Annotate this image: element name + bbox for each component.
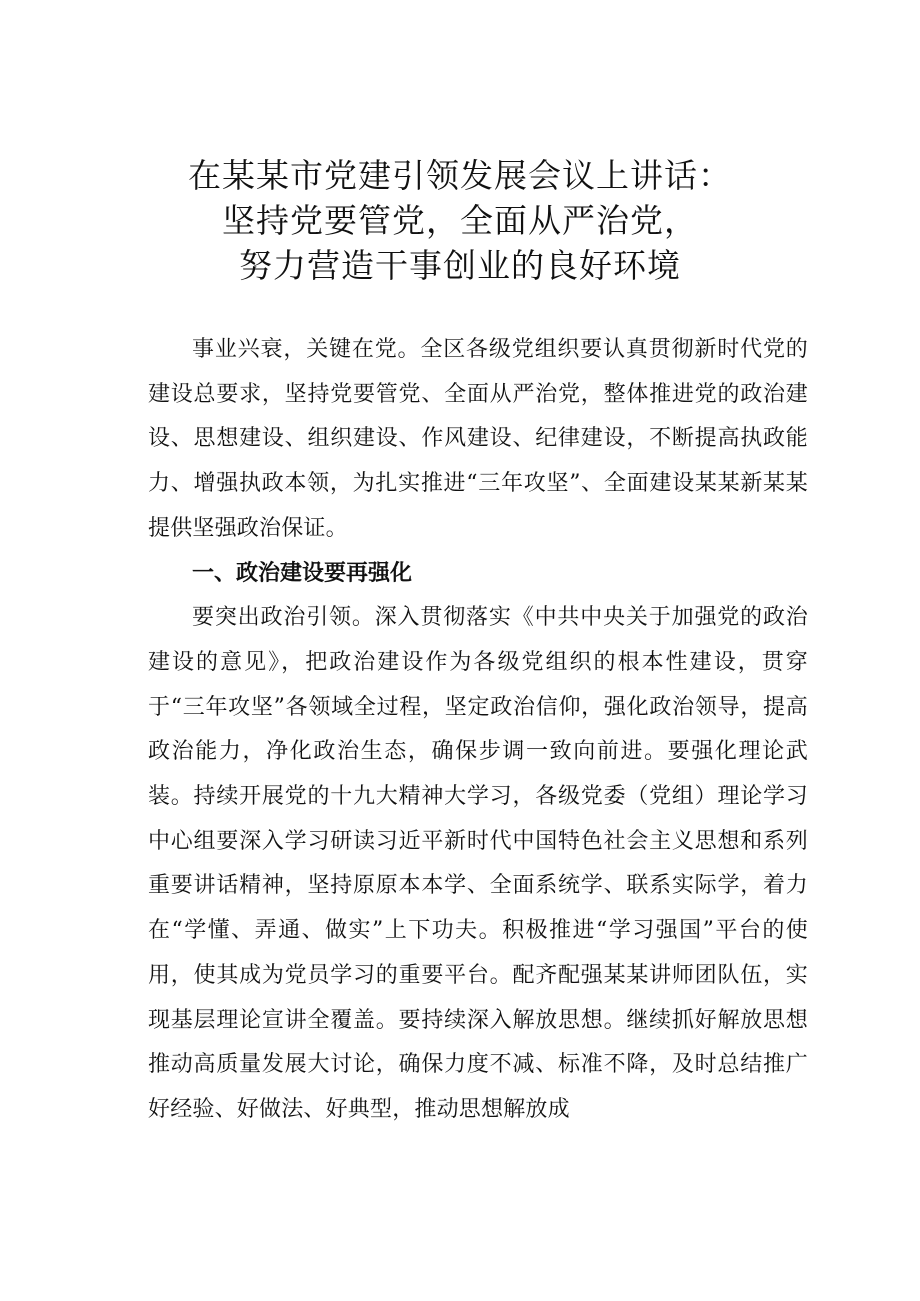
section-paragraph: 要突出政治引领。深入贯彻落实《中共中央关于加强党的政治建设的意见》，把政治建设作为各级党组织的根本性建设，贯穿于“三年攻坚”各领域全过程，坚定政治信仰，强化政治领导，提高政治能力，净化政治生态，确保步调一致向前进。要强化理论武装。持续开展党的十九大精神大学习，各级党委（党组）理论学习中心组要深入学习研读习近平新时代中国特色社会主义思想和系列重要讲话精神，坚持原原本本学、全面系统学、联系实际学，着力在“学懂、弄通、做实”上下功夫。积极推进“学习强国”平台的使用，使其成为党员学习的重要平台。配齐配强某某讲师团队伍，实现基层理论宣讲全覆盖。要持续深入解放思想。继续抓好解放思想推动高质量发展大讨论，确保力度不减、标准不降，及时总结推广好经验、好做法、好典型，推动思想解放成 bbox=[148, 605, 808, 1122]
intro-paragraph: 事业兴衰，关键在党。全区各级党组织要认真贯彻新时代党的建设总要求，坚持党要管党、全面从严治党，整体推进党的政治建设、思想建设、组织建设、作风建设、纪律建设，不断提高执政能力、增强执政本领，为扎实推进“三年攻坚”、全面建设某某新某某提供坚强政治保证。 bbox=[148, 337, 808, 541]
title-line-1: 在某某市党建引领发展会议上讲话： bbox=[188, 156, 732, 195]
title-line-2: 坚持党要管党，全面从严治党， bbox=[222, 201, 698, 240]
title-line-3: 努力营造干事创业的良好环境 bbox=[239, 246, 681, 285]
section-heading: 一、政治建设要再强化 bbox=[192, 560, 413, 586]
document-title bbox=[100, 153, 820, 288]
document-body bbox=[148, 328, 808, 1133]
